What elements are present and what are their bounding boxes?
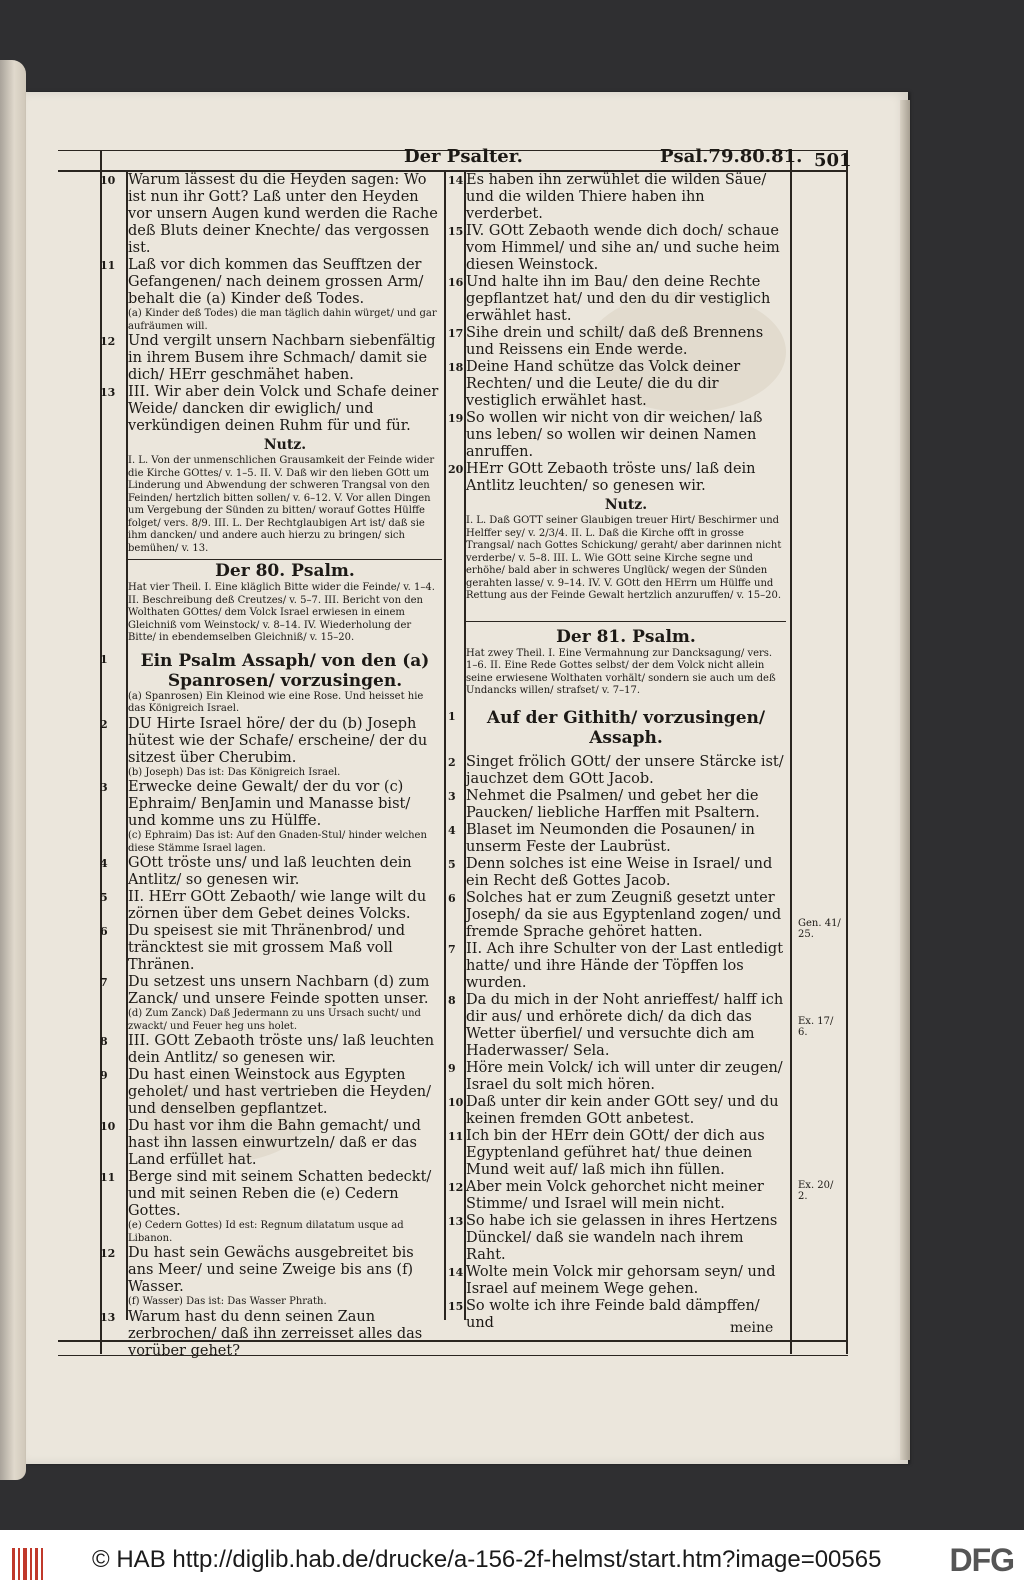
page-edge-shadow bbox=[900, 100, 910, 1460]
verse-text: HErr GOtt Zebaoth tröste uns/ laß dein Antlitz leuchten/ so genesen wir. bbox=[466, 461, 756, 494]
verse-number: 10 bbox=[448, 1095, 464, 1109]
verse-text: Warum hast du denn seinen Zaun zerbrochen/ daß ihn zerreisset alles das vorüber gehet? bbox=[128, 1308, 423, 1359]
verse-text: II. HErr GOtt Zebaoth/ wie lange wilt du zörnen über dem Gebet deines Volcks. bbox=[128, 889, 427, 922]
verse-number: 20 bbox=[448, 463, 464, 476]
verse-text: Du hast sein Gewächs ausgebreitet bis ans Meer/ und seine Zweige bis ans (f) Wasser. bbox=[128, 1245, 414, 1295]
verse-text: Daß unter dir kein ander GOtt sey/ und du keinen fremden GOtt anbetest. bbox=[466, 1093, 779, 1127]
verse-number: 2 bbox=[448, 755, 456, 769]
verse bbox=[448, 1059, 786, 1094]
verse bbox=[448, 325, 786, 359]
verse-text: Und vergilt unsern Nachbarn siebenfältig in ihrem Busem ihre Schmach/ damit sie dich/ HErr geschmähet haben. bbox=[128, 333, 436, 383]
margin-reference: Gen. 41/ 25. bbox=[798, 918, 841, 940]
verse-text: IV. GOtt Zebaoth wende dich doch/ schaue vom Himmel/ und sihe an/ und suche heim diesen Weinstock. bbox=[466, 223, 780, 273]
verse-text: Du hast vor ihm die Bahn gemacht/ und hast ihn lassen einwurtzeln/ daß er das Land erfüllet hat. bbox=[128, 1118, 421, 1168]
footnote: (d) Zum Zanck) Daß Jedermann zu uns Ursach sucht/ und zwackt/ und Feuer heg uns holet. bbox=[128, 1008, 421, 1032]
verse-text: Wolte mein Volck mir gehorsam seyn/ und Israel auf meinem Wege gehen. bbox=[466, 1263, 776, 1297]
verse bbox=[448, 1093, 786, 1128]
verse-text: Singet frölich GOtt/ der unsere Stärcke ist/ jauchzet dem GOtt Jacob. bbox=[466, 753, 784, 787]
verse-text: So habe ich sie gelassen in ihres Hertzens Dünckel/ daß sie wandeln nach ihrem Raht. bbox=[466, 1212, 778, 1263]
page-number: 501 bbox=[814, 150, 852, 171]
verse-text: Deine Hand schütze das Volck deiner Rechten/ und die Leute/ die du dir vestiglich erwählet hast. bbox=[466, 359, 741, 409]
verse bbox=[448, 359, 786, 410]
verse-number: 9 bbox=[448, 1061, 456, 1075]
psalm-80-heading: Ein Psalm Assaph/ von den (a) Spanrosen/ vorzusingen. bbox=[140, 650, 430, 691]
verse-number: 5 bbox=[448, 857, 456, 871]
verse-text: Sihe drein und schilt/ daß deß Brennens und Reissens ein Ende werde. bbox=[466, 325, 764, 358]
verse-number: 19 bbox=[448, 412, 464, 425]
verse-text: Nehmet die Psalmen/ und gebet her die Paucken/ liebliche Harffen mit Psaltern. bbox=[466, 787, 760, 821]
verse-number: 10 bbox=[100, 174, 116, 187]
verse bbox=[448, 1127, 786, 1179]
verse-number: 5 bbox=[100, 891, 108, 904]
verse bbox=[448, 410, 786, 461]
verse bbox=[448, 940, 786, 992]
verse bbox=[100, 923, 442, 974]
verse bbox=[100, 172, 442, 257]
footer-bar bbox=[0, 1530, 1024, 1596]
verse-number: 8 bbox=[100, 1035, 108, 1048]
verse-number: 6 bbox=[100, 925, 108, 938]
verse-number: 3 bbox=[448, 789, 456, 803]
psalm-81-title: Der 81. Psalm. bbox=[556, 626, 696, 647]
verse-number: 7 bbox=[100, 976, 108, 989]
verse-number: 3 bbox=[100, 781, 108, 794]
verse bbox=[100, 1245, 442, 1296]
verse-number: 1 bbox=[448, 709, 456, 723]
verse bbox=[100, 384, 442, 435]
verse bbox=[448, 223, 786, 274]
verse-number: 4 bbox=[448, 823, 456, 837]
barcode-icon bbox=[12, 1548, 46, 1580]
verse-number: 16 bbox=[448, 276, 464, 289]
psalm-80-heading-wrap bbox=[100, 650, 442, 691]
nutz-text: I. L. Daß GOTT seiner Glaubigen treuer Hirt/ Beschirmer und Helffer sey/ v. 2/3/4. II. L. Daß die Kirche offt in grosse Trangsal/ nach Gottes Schickung/ geraht/ aber darinnen nicht verderbe/ v. 5–8. III. L. Wie GOtt seine Kirche segne und erhöhe/ bald aber in schweres Unglück/ wegen der Sünden gerahten lasse/ v. 9–14. IV. V. GOtt den HErrn um Hülffe und Rettung aus der Feinde Gewalt hertzlich anzuruffen/ v. 15–20. bbox=[466, 515, 782, 601]
verse-number: 1 bbox=[100, 652, 108, 666]
verse bbox=[100, 779, 442, 830]
verse-text: III. Wir aber dein Volck und Schafe deiner Weide/ dancken dir ewiglich/ und verkündigen deinen Ruhm für und für. bbox=[128, 384, 439, 434]
verse-text: II. Ach ihre Schulter von der Last entledigt hatte/ und ihre Hände der Töpffen los wurden. bbox=[466, 940, 784, 991]
catchword: meine bbox=[730, 1320, 774, 1336]
verse-number: 12 bbox=[448, 1180, 464, 1194]
verse bbox=[448, 1212, 786, 1264]
verse bbox=[100, 333, 442, 384]
verse-number: 4 bbox=[100, 857, 108, 870]
nutz-title: Nutz. bbox=[263, 437, 307, 453]
psalm-81-heading: Auf der Githith/ vorzusingen/ Assaph. bbox=[486, 707, 766, 748]
verse-number: 8 bbox=[448, 993, 456, 1007]
verse-number: 9 bbox=[100, 1069, 108, 1082]
verse-number: 18 bbox=[448, 361, 464, 374]
verse-text: Es haben ihn zerwühlet die wilden Säue/ und die wilden Thiere haben ihn verderbet. bbox=[466, 172, 767, 222]
verse bbox=[448, 1178, 786, 1213]
verse-text: Denn solches ist eine Weise in Israel/ und ein Recht deß Gottes Jacob. bbox=[466, 855, 773, 889]
verse bbox=[448, 787, 786, 822]
verse-number: 6 bbox=[448, 891, 456, 905]
verse-number: 13 bbox=[100, 386, 116, 399]
verse-text: GOtt tröste uns/ und laß leuchten dein Antlitz/ so genesen wir. bbox=[128, 855, 412, 888]
nutz-title: Nutz. bbox=[604, 497, 648, 513]
verse bbox=[448, 172, 786, 223]
margin-reference: Ex. 17/ 6. bbox=[798, 1016, 834, 1038]
footnote: (b) Joseph) Das ist: Das Königreich Israel. bbox=[128, 766, 341, 778]
verse-text: DU Hirte Israel höre/ der du (b) Joseph hütest wie der Schafe/ erscheine/ der du sitzest über Cherubim. bbox=[128, 715, 428, 766]
psalm-81-heading-wrap bbox=[448, 707, 786, 748]
verse-text: Ich bin der HErr dein GOtt/ der dich aus Egyptenland geführet hat/ thue deinen Mund weit auf/ laß mich ihn füllen. bbox=[466, 1127, 765, 1178]
verse-text: III. GOtt Zebaoth tröste uns/ laß leuchten dein Antlitz/ so genesen wir. bbox=[128, 1033, 435, 1066]
margin-reference: Ex. 20/ 2. bbox=[798, 1180, 834, 1202]
source-url[interactable]: © HAB http://diglib.hab.de/drucke/a-156-2f-helmst/start.htm?image=00565 bbox=[92, 1546, 882, 1573]
verse-text: Du hast einen Weinstock aus Egypten geholet/ und hast vertrieben die Heyden/ und denselben gepflantzet. bbox=[128, 1067, 432, 1117]
verse-text: Erwecke deine Gewalt/ der du vor (c) Ephraim/ BenJamin und Manasse bist/ und komme uns zu Hülffe. bbox=[128, 779, 411, 829]
footnote: (a) Kinder deß Todes) die man täglich dahin würget/ und gar aufräumen will. bbox=[128, 308, 437, 332]
psalm-reference: Psal.79.80.81. bbox=[660, 146, 803, 167]
right-column bbox=[448, 172, 786, 1332]
verse bbox=[448, 821, 786, 856]
verse bbox=[448, 991, 786, 1060]
verse bbox=[100, 715, 442, 767]
verse bbox=[100, 889, 442, 923]
verse bbox=[100, 1169, 442, 1220]
verse-text: So wollen wir nicht von dir weichen/ laß uns leben/ so wollen wir deinen Namen anruffen. bbox=[466, 410, 763, 460]
verse-text: Höre mein Volck/ ich will unter dir zeugen/ Israel du solt mich hören. bbox=[466, 1059, 783, 1093]
verse-text: Laß vor dich kommen das Seufftzen der Gefangenen/ nach deinem grossen Arm/ behalt die (a) Kinder deß Todes. bbox=[128, 257, 424, 307]
verse bbox=[100, 1118, 442, 1169]
verse-text: Du setzest uns unsern Nachbarn (d) zum Zanck/ und unsere Feinde spotten unser. bbox=[128, 974, 430, 1007]
verse bbox=[448, 274, 786, 325]
verse bbox=[448, 855, 786, 890]
psalm-81-summary: Hat zwey Theil. I. Eine Vermahnung zur Dancksagung/ vers. 1–6. II. Eine Rede Gottes selbst/ der dem Volck nicht allein seine erwiesene Wolthaten vorhält/ sondern sie auch um deß Undancks willen/ strafset/ v. 7–17. bbox=[466, 647, 776, 696]
psalm-80-title: Der 80. Psalm. bbox=[215, 561, 355, 581]
footnote: (c) Ephraim) Das ist: Auf den Gnaden-Stul/ hinder welchen diese Stämme Israel lagen. bbox=[128, 830, 427, 854]
verse-number: 10 bbox=[100, 1120, 116, 1133]
verse bbox=[100, 1033, 442, 1067]
verse bbox=[100, 257, 442, 308]
verse-text: Blaset im Neumonden die Posaunen/ in unserm Feste der Laubrüst. bbox=[466, 821, 755, 855]
verse-number: 12 bbox=[100, 1247, 116, 1260]
psalm-80-summary: Hat vier Theil. I. Eine kläglich Bitte wider die Feinde/ v. 1–4. II. Beschreibung deß Creutzes/ v. 5–7. III. Bericht von den Wolthaten GOttes/ dem Volck Israel erwiesen in einem Gleichniß vom Weinstock/ v. 8–14. IV. Wiederholung der Bitte/ in ebendemselben Gleichniß/ v. 15–20. bbox=[128, 582, 435, 643]
verse bbox=[100, 974, 442, 1008]
dfg-logo: DFG bbox=[949, 1542, 1014, 1578]
verse bbox=[448, 889, 786, 941]
verse bbox=[448, 1263, 786, 1298]
right-text-rule bbox=[790, 150, 792, 1354]
footnote: (a) Spanrosen) Ein Kleinod wie eine Rose. Und heisset hie das Königreich Israel. bbox=[128, 690, 424, 714]
verse-number: 15 bbox=[448, 1299, 464, 1313]
verse-text: Warum lässest du die Heyden sagen: Wo ist nun ihr Gott? Laß unter den Heyden vor unsern Augen kund werden die Rache deß Bluts deiner Knechte/ das vergossen ist. bbox=[128, 172, 438, 256]
verse-text: Berge sind mit seinem Schatten bedeckt/ und mit seinen Reben die (e) Cedern Gottes. bbox=[128, 1169, 432, 1219]
verse-number: 14 bbox=[448, 1265, 464, 1279]
verse-number: 11 bbox=[448, 1129, 464, 1143]
verse-number: 12 bbox=[100, 335, 116, 348]
verse-text: Du speisest sie mit Thränenbrod/ und träncktest sie mit grossem Maß voll Thränen. bbox=[128, 923, 406, 973]
center-rule-a bbox=[444, 170, 446, 1320]
footnote: (e) Cedern Gottes) Id est: Regnum dilatatum usque ad Libanon. bbox=[128, 1220, 404, 1244]
footnote: (f) Wasser) Das ist: Das Wasser Phrath. bbox=[128, 1296, 327, 1307]
left-page-edge bbox=[0, 60, 26, 1480]
verse bbox=[448, 753, 786, 788]
right-margin-rule bbox=[846, 150, 848, 1354]
verse-number: 15 bbox=[448, 225, 464, 238]
verse-number: 14 bbox=[448, 174, 464, 187]
verse bbox=[100, 1308, 442, 1360]
verse-number: 11 bbox=[100, 1171, 116, 1184]
nutz-text: I. L. Von der unmenschlichen Grausamkeit der Feinde wider die Kirche GOttes/ v. 1–5. II. V. Daß wir den lieben GOtt um Linderung und Abwendung der schweren Trangsal von den Feinden/ hertzlich bitten sollen/ v. 6–12. V. Vor allen Dingen um Vergebung der Sünden zu bitten/ worauf Gottes Hülffe folget/ vers. 8/9. III. L. Der Rechtglaubigen Art ist/ daß sie ihm dancken/ und andere auch hierzu zu bringen/ sich bemühen/ v. 13. bbox=[128, 455, 435, 554]
verse bbox=[100, 1067, 442, 1118]
verse-text: So wolte ich ihre Feinde bald dämpffen/ und bbox=[466, 1297, 760, 1331]
verse-text: Solches hat er zum Zeugniß gesetzt unter Joseph/ da sie aus Egyptenland zogen/ und fremde Sprache gehöret hatten. bbox=[466, 889, 782, 940]
verse-text: Da du mich in der Noht anrieffest/ halff ich dir aus/ und erhörete dich/ da dich das Wetter überfiel/ und versuchte dich am Haderwasser/ Sela. bbox=[466, 991, 784, 1059]
left-column bbox=[100, 172, 442, 1360]
verse-number: 13 bbox=[100, 1310, 116, 1324]
verse-number: 17 bbox=[448, 327, 464, 340]
verse-number: 7 bbox=[448, 942, 456, 956]
verse-text: Und halte ihn im Bau/ den deine Rechte gepflantzet hat/ und den du dir vestiglich erwählet hast. bbox=[466, 274, 771, 324]
verse-number: 13 bbox=[448, 1214, 464, 1228]
verse-number: 11 bbox=[100, 259, 116, 272]
running-title: Der Psalter. bbox=[404, 146, 523, 167]
verse bbox=[100, 855, 442, 889]
verse-number: 2 bbox=[100, 717, 108, 731]
verse bbox=[448, 461, 786, 495]
verse-text: Aber mein Volck gehorchet nicht meiner Stimme/ und Israel will mein nicht. bbox=[466, 1178, 764, 1212]
